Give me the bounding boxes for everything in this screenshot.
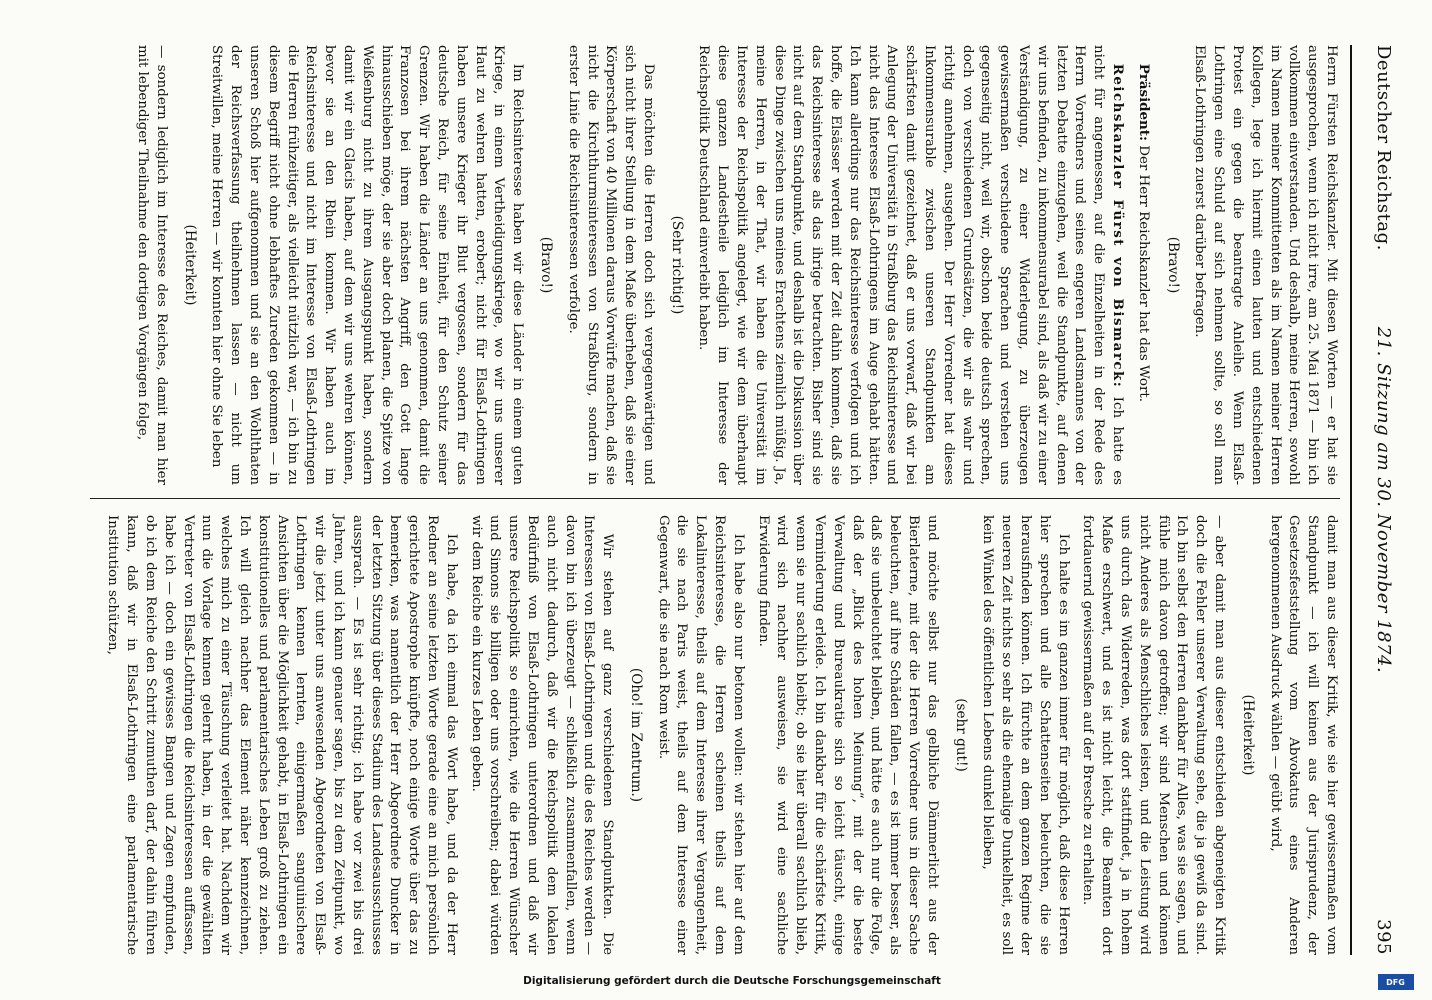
digitization-credit-text: Digitalisierung gefördert durch die Deutsche Forschungsgemeinschaft — [523, 975, 941, 987]
column-divider — [90, 498, 1340, 499]
paragraph: Ich habe, da ich einmal das Wort habe, und da der Herr Redner an seine letzten Worte gerade eine an mich persönlich gerichtete Apostrophe knüpfte, noch einige Worte über das zu bemerken, was namentlich der Herr Abgeordnete Duncker in der letzten Sitzung über dieses Stadium des Landesausschusses aussprach. — Es ist sehr richtig; ich habe vor zwei bis drei Jahren, und ich kann genauer sagen, bis zu dem Zeitpunkt, wo wir die jetzt unter uns anwesenden Abgeordneten von Elsaß-Lothringen kennen lernten, einigermaßen sanguinischere Ansichten über die Möglichkeit gehabt, in Elsaß-Lothringen ein konstitutionelles und parlamentarisches Leben groß zu ziehen. Ich will gleich nachher das Element näher kennzeichnen, welches mich zu einer Täuschung verleitet hat. Nachdem wir nun die Vorlage kennen gelernt haben, in der die gewählten Vertreter von Elsaß-Lothringen die Reichsinteressen auffassen, habe ich — doch ein gewisses Bangen und Zagen empfunden, ob ich dem Reiche den Schritt zumuthen darf, der dahin führen kann, daß wir in Elsaß-Lothringen eine parlamentarische Institution schützen, — [105, 515, 459, 955]
paragraph: und möchte selbst nur das gelbliche Dämmerlicht aus der Bierlaterne, mit der die Herren Vorredner uns in dieser Sache beleuchten, auf ihre Schäden fallen, — es ist immer besser, als daß sie unbeleuchtet bleiben, und hätte es auch nur die Folge, daß der „Blick des hohen Meinung“, mit der die beste Verwaltung und Bureaukratie sich so leicht täuscht, einige Verminderung erleide. Ich bin dankbar für die schärfste Kritik, wenn sie nur sachlich bleibt; ob sie hier überall sachlich blieb, wird sich nachher ausweisen, sie wird eine sachliche Erwiderung finden. — [755, 515, 940, 955]
right-column — [60, 515, 1340, 955]
interjection: (sehr gut!) — [952, 698, 969, 772]
dfg-logo-badge — [1378, 974, 1414, 990]
paragraph-text: Der Herr Reichskanzler hat das Wort. — [1135, 145, 1151, 402]
dfg-badge-text: DFG — [1386, 977, 1406, 987]
paragraph: Im Reichsinteresse haben wir diese Länder in einem guten Kriege, in einem Vertheidigungskriege, wo wir uns unserer Haut zu wehren hatten, erobert; nicht für Elsaß-Lothringen haben unsere Krieger ihr Blut vergossen, sondern für das deutsche Reich, für seine Einheit, für den Schutz seiner Grenzen. Wir haben die Länder an uns genommen, damit die Franzosen bei ihrem nächsten Angriff, den Gott lange hinausschieben möge, der sie aber doch planen, die Spitze von Weißenburg nicht zu ihrem Ausgangspunkt haben, sondern damit wir ein Glacis haben, auf dem wir uns wehren können, bevor sie an den Rhein kommen. Wir haben auch im Reichsinteresse und nicht im Interesse von Elsaß-Lothringen die Herren frühzeitiger, als vielleicht nützlich war, — ich bin zu diesem Begriff nicht ohne lebhaftes Zureden gekommen — in unseren Schoß hier aufgenommen und sie an den Wohlthaten der Reichsverfassung theilnehmen lassen — nicht um Streitwillen, meine Herren — wir konnten hier ohne Sie leben — [209, 45, 526, 485]
paragraph — [1133, 45, 1153, 485]
interjection: (Oho! im Zentrum.) — [627, 667, 644, 803]
header-rule — [1350, 45, 1352, 955]
paragraph: Ich halte es im ganzen immer für möglich, daß diese Herren hier sprechen und alle Schattenseiten beleuchten, die sie herausfinden können. Ich fürchte an dem ganzen Regime der neueren Zeit nichts so sehr als die ehemalige Dunkelheit, es soll kein Winkel des öffentlichen Lebens dunkel bleiben, — [980, 515, 1071, 955]
interjection: (Bravo!) — [1164, 236, 1181, 294]
page-number: 395 — [1373, 919, 1394, 955]
interjection: (Bravo!) — [537, 236, 554, 294]
speaker-label: Präsident: — [1135, 63, 1152, 141]
paragraph: Wir stehen auf ganz verschiedenen Standpunkten. Die Interessen von Elsaß-Lothringen und die des Reiches werden — davon bin ich überzeugt — schließlich zusammenfallen, wenn auch nicht dadurch, daß wir die Reichspolitik dem lokalen Bedürfniß von Elsaß-Lothringen unterordnen und daß wir unsere Reichspolitik so einrichten, wie die Herren Wünscher und Simons sie billigen oder uns vorschreiben; dabei würden wir dem Reiche ein kurzes Leben geben. — [468, 515, 616, 955]
paragraph: — aber damit man aus dieser entschieden abgeneigten Kritik doch die Fehler unserer Verwaltung sehe, die ja gewiß da sind. Ich bin selbst den Herren dankbar für Alles, was sie sagen, und fühle mich davon getroffen; wir sind Menschen und können nicht Anderes als Menschliches leisten, und die Leistung wird uns durch das Widerreden, was dort stattfindet, ja in hohem Maße erschwert, und es ist nicht leicht, die Beamten dort fortdauernd gewissermaßen auf der Bresche zu erhalten. — [1080, 515, 1228, 955]
paragraph: — sondern lediglich im Interesse des Reiches, damit man hier mit lebendiger Theilnahme den dortigen Vorgängen folge, — [134, 45, 169, 485]
left-column — [60, 45, 1340, 485]
journal-title: Deutscher Reichstag. — [1373, 45, 1394, 251]
paragraph: Herrn Fürsten Reichskanzler. Mit diesen Worten — er hat sie ausgesprochen, wenn ich nicht irre, am 25. Mai 1871 — bin ich vollkommen einverstanden. Und deshalb, meine Herren, sowohl im Namen meiner Kommittenten als im Namen meiner Herren Kollegen, lege ich hiermit einen lauten und entschiedenen Protest ein gegen die beantragte Anleihe. Wenn Elsaß-Lothringen eine Schuld auf sich nehmen sollte, so soll man Elsaß-Lothringen zuerst darüber befragen. — [1192, 45, 1339, 485]
interjection: (Sehr richtig!) — [668, 215, 685, 315]
interjection: (Heiterkeit) — [181, 224, 198, 306]
paragraph-text: Ich hatte es nicht für angemessen, auf die Einzelheiten in der Rede des Herrn Vorredners und seines engeren Landsmannes von der letzten Debatte einzugehen, weil die Standpunkte, auf denen wir uns befinden, zu inkommensurabel sind, als daß wir zu einer Verständigung, zu einer Widerlegung, zu überzeugen gewissermaßen verschiedene Sprachen und verstehen uns gegenseitig nicht, weil wir, obschon beide deutsch sprechen, doch von verschiedenen Grundsätzen, die wir als wahr und richtig annehmen, ausgehen. Der Herr Vorredner hat dieses Inkommensurable zwischen unseren Standpunkten am schärfsten damit gezeichnet, daß er uns vorwarf, daß wir bei Anlegung der Universität in Straßburg das Reichsinteresse und nicht das Interesse Elsaß-Lothringens im Auge gehabt hätten. Ich kann allerdings nur das Reichsinteresse verfolgen und ich hoffe, die Elsässer werden mit der Zeit dahin kommen, daß sie das Reichsinteresse als das ihrige betrachten. Bisher sind sie nicht auf dem Standpunkte, und deshalb ist die Diskussion über diese Dinge zwischen uns meines Erachtens ziemlich müßig. Ja, meine Herren, in der That, wir haben die Universität im Interesse der Reichspolitik angelegt, wie wir dem überhaupt diese ganzen Landestheile lediglich im Interesse der Reichspolitik Deutschland einverleibt haben. — [696, 45, 1126, 485]
paragraph: Ich habe also nur betonen wollen: wir stehen hier auf dem Reichsinteresse, die Herren scheinen theils auf dem Lokalinteresse, theils auf dem Interesse ihrer Vergangenheit, die sie nach Paris weist, theils auf dem Interesse einer Gegenwart, die sie nach Rom weist. — [655, 515, 746, 955]
paragraph — [694, 45, 1127, 485]
interjection: (Heiterkeit) — [1239, 694, 1256, 776]
paragraph: Das möchten die Herren doch sich vergegenwärtigen und sich nicht ihrer Stellung in dem Maße überheben, daß sie einer Körperschaft von 40 Millionen daraus Vorwürfe machen, daß sie nicht die Kirchthurmsinteressen von Straßburg, sondern in erster Linie die Reichsinteressen verfolge. — [565, 45, 656, 485]
digitization-credit — [182, 974, 1282, 988]
page-header — [1356, 45, 1402, 955]
session-date: 21. Sitzung am 30. November 1874. — [1373, 326, 1394, 674]
paragraph: damit man aus dieser Kritik, wie sie hier gewissermaßen vom Standpunkt — ich will keinen aus der Jurisprudenz, der Gesetzesfeststellung vom Abvokatus eines Anderen hergenommenen Ausdruck wählen — geübt wird, — [1267, 515, 1339, 955]
speaker-name: Reichskanzler Fürst von Bismarck: — [1110, 63, 1127, 389]
